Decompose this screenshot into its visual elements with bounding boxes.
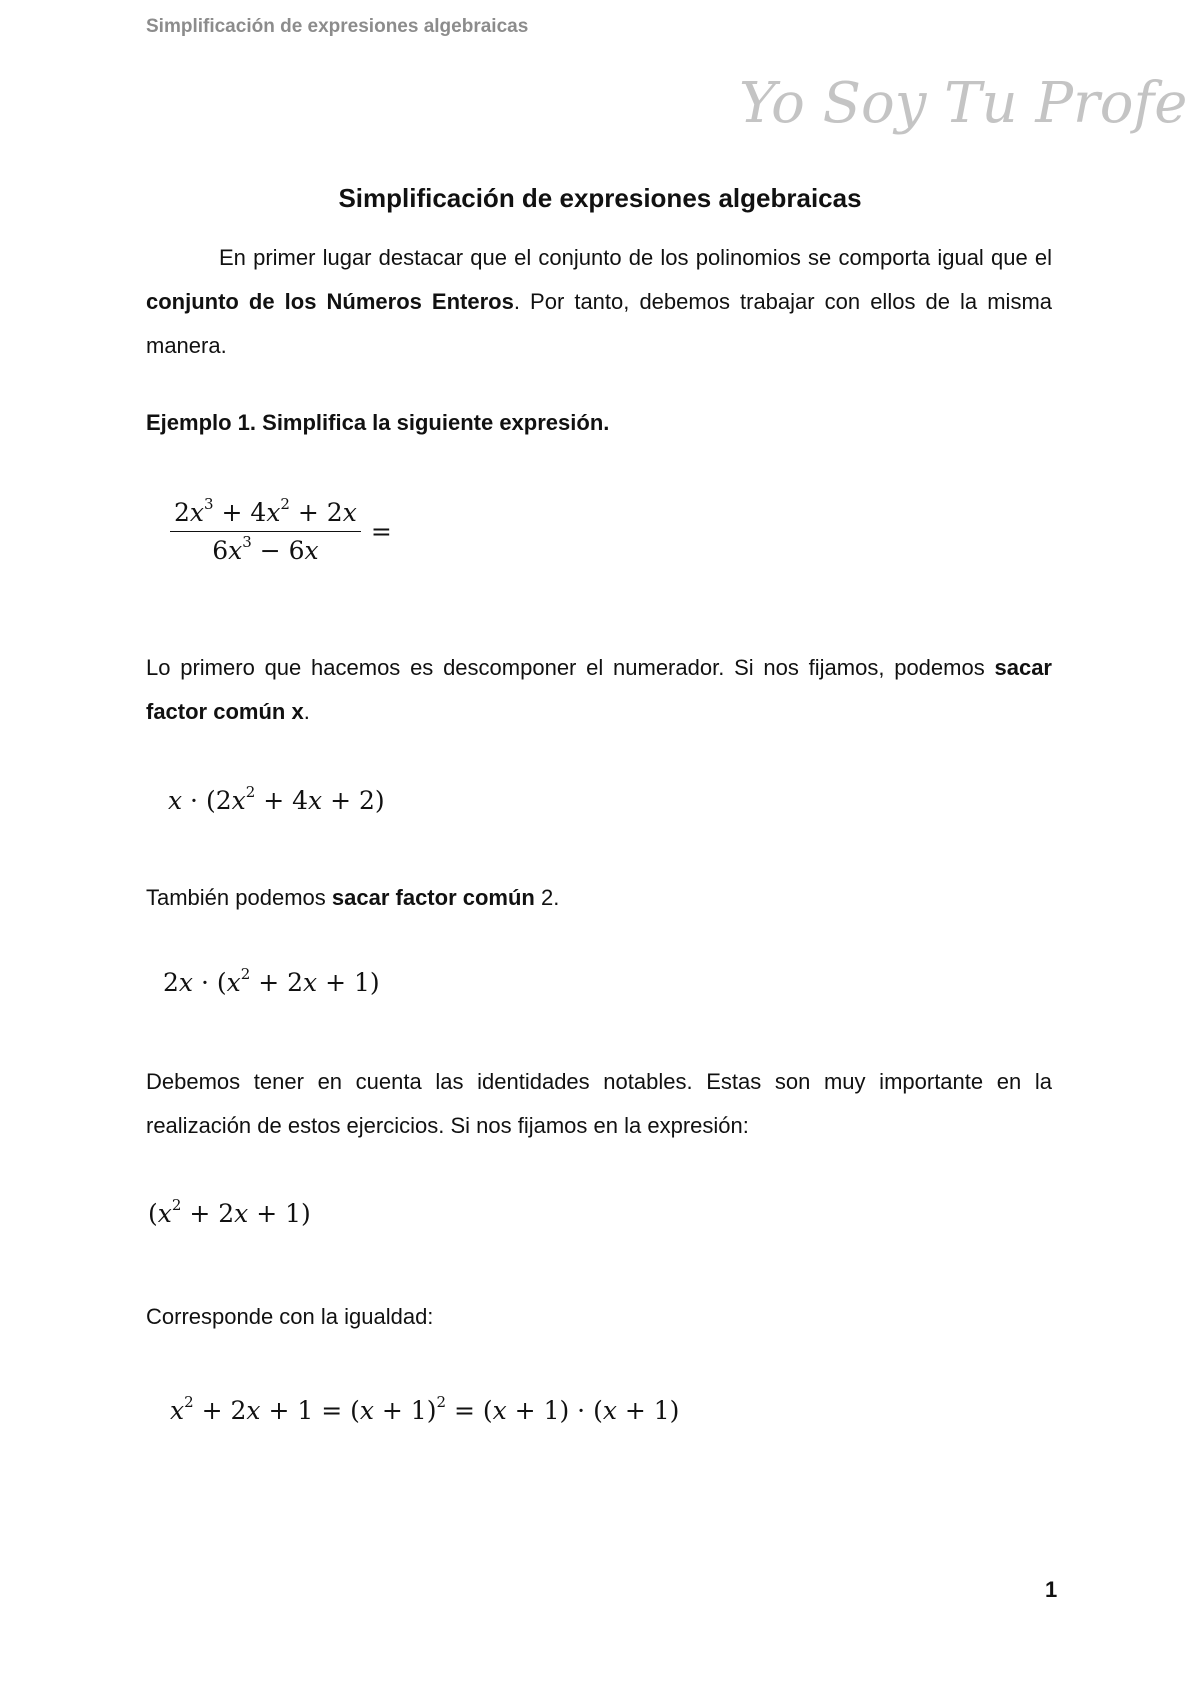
page-title: Simplificación de expresiones algebraicas — [338, 183, 862, 213]
intro-text-2: . Por tanto, debemos trabajar con ellos de la misma manera. — [146, 289, 1052, 358]
step1-paragraph — [146, 646, 1052, 734]
intro-paragraph — [146, 236, 1052, 368]
step2-bold: sacar factor común — [331, 885, 535, 910]
step2-text-2: 2. — [534, 885, 560, 910]
step2-paragraph — [146, 876, 1052, 920]
step1-bold: sacar factor común x — [146, 655, 1052, 724]
intro-text-1: En primer lugar destacar que el conjunto de los polinomios se comporta igual que el — [219, 245, 1052, 270]
running-header: Simplificación de expresiones algebraicas — [146, 16, 529, 37]
formula-factor-x: $x \cdot (2x^2 + 4x + 2)$ — [168, 783, 385, 815]
yo-soy-tu-profe-logo — [735, 60, 1188, 155]
formula-trinomial: $(x^2 + 2x + 1)$ — [148, 1196, 311, 1228]
example-heading: Ejemplo 1. Simplifica la siguiente expresión. — [146, 410, 610, 435]
page-number: 1 — [1045, 1577, 1058, 1602]
step4-paragraph: Corresponde con la igualdad: — [146, 1304, 434, 1329]
step1-text-2: . — [303, 699, 310, 724]
intro-bold: conjunto de los Números Enteros — [146, 289, 514, 314]
formula-fraction: $\frac{2x^3 + 4x^2 + 2x}{6x^3 - 6x}$ = — [170, 498, 392, 565]
formula-factor-2x: $2x \cdot (x^2 + 2x + 1)$ — [163, 965, 380, 997]
step1-text-1: Lo primero que hacemos es descomponer el numerador. Si nos fijamos, podemos — [146, 655, 995, 680]
formula-identity: $x^2 + 2x + 1 = (x + 1)^2 = (x + 1) \cdot (x + 1)$ — [170, 1393, 680, 1425]
step2-text-1: También podemos — [146, 885, 332, 910]
step3-paragraph: Debemos tener en cuenta las identidades notables. Estas son muy importante en la realización de estos ejercicios. Si nos fijamos en la expresión: — [146, 1069, 1052, 1138]
svg-text:Yo Soy Tu Profe: Yo Soy Tu Profe — [739, 71, 1188, 136]
